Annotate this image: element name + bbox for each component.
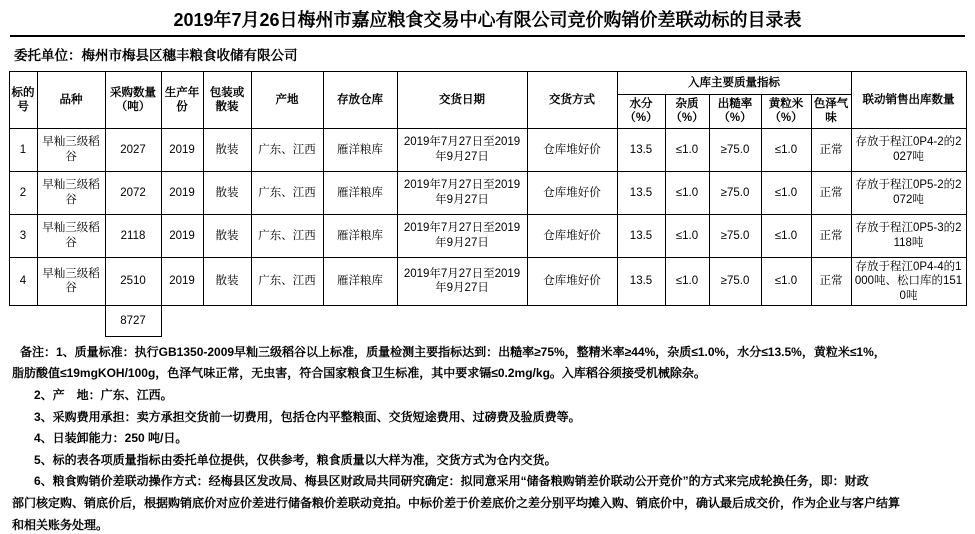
header-color-odor: 色泽气味 <box>811 95 851 129</box>
note-3: 3、采购费用承担：卖方承担交货前一切费用，包括仓内平整粮面、交货短途费用、过磅费及验质费等。 <box>34 409 581 424</box>
cell-moisture: 13.5 <box>617 214 665 257</box>
cell-yellow: ≤1.0 <box>761 257 811 305</box>
cell-delivery-date: 2019年7月27日至2019年9月27日 <box>397 128 527 171</box>
cell-delivery-date: 2019年7月27日至2019年9月27日 <box>397 171 527 214</box>
cell-year: 2019 <box>161 257 203 305</box>
total-quantity: 8727 <box>105 305 161 336</box>
header-origin: 产地 <box>251 72 323 129</box>
header-year: 生产年份 <box>161 72 203 129</box>
cell-origin: 广东、江西 <box>251 171 323 214</box>
cell-milling: ≥75.0 <box>709 171 761 214</box>
cell-packing: 散装 <box>203 128 251 171</box>
cell-yellow: ≤1.0 <box>761 214 811 257</box>
cell-variety: 早籼三级稻谷 <box>37 171 105 214</box>
total-blank-7 <box>397 305 527 336</box>
cell-index: 4 <box>9 257 37 305</box>
cell-delivery-method: 仓库堆好价 <box>527 214 617 257</box>
table-row <box>9 257 966 305</box>
cell-year: 2019 <box>161 214 203 257</box>
header-variety: 品种 <box>37 72 105 129</box>
entrust-unit-label: 委托单位：梅州市梅县区穗丰粮食收储有限公司 <box>14 48 298 63</box>
header-packing: 包装或散装 <box>203 72 251 129</box>
note-5: 5、标的表各项质量指标由委托单位提供，仅供参考，粮食质量以大样为准，交货方式为仓内交货。 <box>34 452 557 467</box>
cell-delivery-method: 仓库堆好价 <box>527 171 617 214</box>
table-row <box>9 214 966 257</box>
bid-items-table <box>9 71 967 337</box>
header-impurity: 杂质（%） <box>665 95 709 129</box>
total-blank-10 <box>665 305 709 336</box>
header-linked-sale: 联动销售出库数量 <box>851 72 966 129</box>
cell-packing: 散装 <box>203 214 251 257</box>
cell-variety: 早籼三级稻谷 <box>37 214 105 257</box>
total-blank-3 <box>161 305 203 336</box>
cell-color-odor: 正常 <box>811 214 851 257</box>
cell-year: 2019 <box>161 171 203 214</box>
header-delivery-date: 交货日期 <box>397 72 527 129</box>
total-blank-6 <box>323 305 397 336</box>
cell-delivery-date: 2019年7月27日至2019年9月27日 <box>397 257 527 305</box>
cell-index: 1 <box>9 128 37 171</box>
header-index: 标的号 <box>9 72 37 129</box>
cell-yellow: ≤1.0 <box>761 171 811 214</box>
note-6-line-3: 和相关账务处理。 <box>12 517 109 532</box>
cell-warehouse: 雁洋粮库 <box>323 214 397 257</box>
total-blank-9 <box>617 305 665 336</box>
note-6-line-1: 6、粮食购销价差联动操作方式：经梅县区发改局、梅县区财政局共同研究确定：拟同意采用“储备粮购销差价联动公开竞价”的方式来完成轮换任务，即：财政 <box>34 474 869 489</box>
cell-milling: ≥75.0 <box>709 257 761 305</box>
total-blank-5 <box>251 305 323 336</box>
cell-variety: 早籼三级稻谷 <box>37 128 105 171</box>
table-header-row-1 <box>9 72 966 95</box>
cell-warehouse: 雁洋粮库 <box>323 257 397 305</box>
cell-quantity: 2118 <box>105 214 161 257</box>
cell-year: 2019 <box>161 128 203 171</box>
total-blank-11 <box>709 305 761 336</box>
cell-variety: 早籼三级稻谷 <box>37 257 105 305</box>
table-total-row <box>9 305 966 336</box>
cell-origin: 广东、江西 <box>251 214 323 257</box>
note-2: 2、产 地：广东、江西。 <box>34 388 173 403</box>
cell-impurity: ≤1.0 <box>665 128 709 171</box>
cell-color-odor: 正常 <box>811 128 851 171</box>
cell-delivery-method: 仓库堆好价 <box>527 128 617 171</box>
cell-yellow: ≤1.0 <box>761 128 811 171</box>
cell-packing: 散装 <box>203 171 251 214</box>
header-warehouse: 存放仓库 <box>323 72 397 129</box>
cell-quantity: 2072 <box>105 171 161 214</box>
cell-linked-sale: 存放于程江0P5-2的2072吨 <box>851 171 966 214</box>
page-title: 2019年7月26日梅州市嘉应粮食交易中心有限公司竞价购销价差联动标的目录表 <box>10 0 965 37</box>
header-moisture: 水分（%） <box>617 95 665 129</box>
cell-impurity: ≤1.0 <box>665 171 709 214</box>
cell-quantity: 2510 <box>105 257 161 305</box>
note-4: 4、日装卸能力：250 吨/日。 <box>34 431 188 446</box>
cell-impurity: ≤1.0 <box>665 214 709 257</box>
cell-milling: ≥75.0 <box>709 128 761 171</box>
cell-origin: 广东、江西 <box>251 257 323 305</box>
note-1-line-2: 脂肪酸值≤19mgKOH/100g，色泽气味正常，无虫害，符合国家粮食卫生标准，其中要求镉≤0.2mg/kg。入库稻谷须接受机械除杂。 <box>12 366 706 381</box>
total-blank-2 <box>37 305 105 336</box>
cell-linked-sale: 存放于程江0P4-4的1000吨、松口库的1510吨 <box>851 257 966 305</box>
total-blank-13 <box>811 305 851 336</box>
cell-packing: 散装 <box>203 257 251 305</box>
cell-index: 2 <box>9 171 37 214</box>
cell-moisture: 13.5 <box>617 257 665 305</box>
cell-origin: 广东、江西 <box>251 128 323 171</box>
cell-moisture: 13.5 <box>617 128 665 171</box>
cell-linked-sale: 存放于程江0P5-3的2118吨 <box>851 214 966 257</box>
cell-warehouse: 雁洋粮库 <box>323 128 397 171</box>
header-milling: 出糙率（%） <box>709 95 761 129</box>
notes-section <box>12 343 963 534</box>
cell-quantity: 2027 <box>105 128 161 171</box>
total-blank-12 <box>761 305 811 336</box>
cell-impurity: ≤1.0 <box>665 257 709 305</box>
cell-index: 3 <box>9 214 37 257</box>
total-blank-4 <box>203 305 251 336</box>
header-quantity: 采购数量（吨） <box>105 72 161 129</box>
cell-color-odor: 正常 <box>811 257 851 305</box>
cell-warehouse: 雁洋粮库 <box>323 171 397 214</box>
cell-moisture: 13.5 <box>617 171 665 214</box>
header-quality-group: 入库主要质量指标 <box>617 72 851 95</box>
total-blank-14 <box>851 305 966 336</box>
cell-color-odor: 正常 <box>811 171 851 214</box>
table-row <box>9 171 966 214</box>
cell-linked-sale: 存放于程江0P4-2的2027吨 <box>851 128 966 171</box>
table-row <box>9 128 966 171</box>
note-6-line-2: 部门核定购、销底价后，根据购销底价对应价差进行储备粮价差联动竞拍。中标价差于价差底价之差分别平均摊入购、销底价中，确认最后成交价，作为企业与客户结算 <box>12 496 901 511</box>
total-blank-1 <box>9 305 37 336</box>
header-yellow: 黄粒米（%） <box>761 95 811 129</box>
cell-delivery-method: 仓库堆好价 <box>527 257 617 305</box>
total-blank-8 <box>527 305 617 336</box>
cell-milling: ≥75.0 <box>709 214 761 257</box>
cell-delivery-date: 2019年7月27日至2019年9月27日 <box>397 214 527 257</box>
header-delivery-method: 交货方式 <box>527 72 617 129</box>
note-1-line-1: 备注：1、质量标准：执行GB1350-2009早籼三级稻谷以上标准，质量检测主要指标达到：出糙率≥75%，整精米率≥44%，杂质≤1.0%，水分≤13.5%，黄粒米≤1%， <box>20 344 886 359</box>
